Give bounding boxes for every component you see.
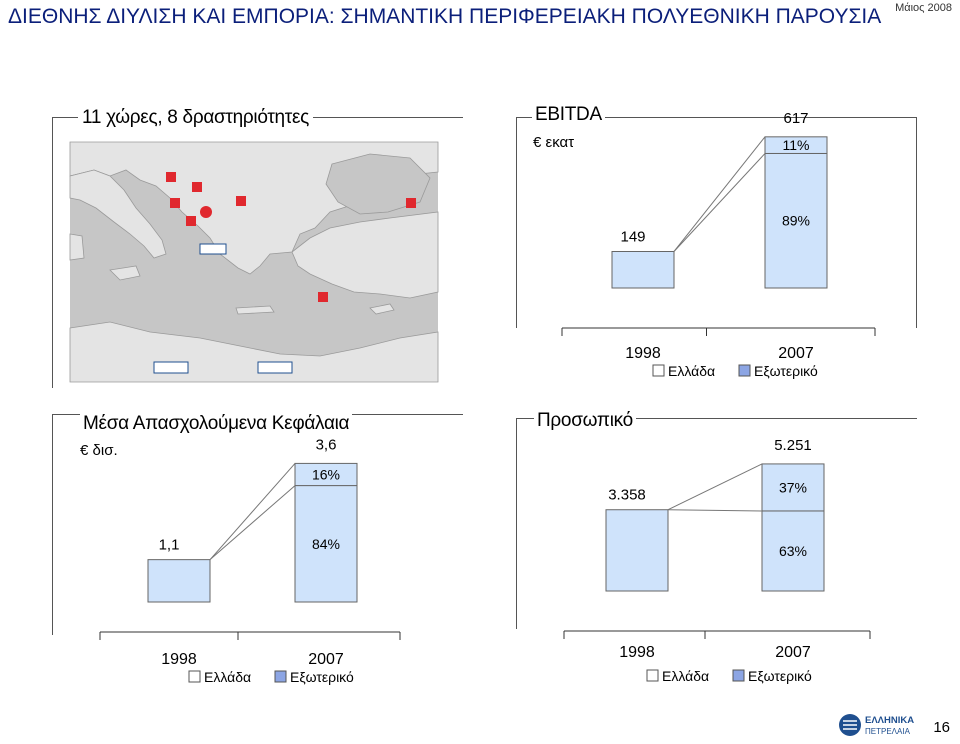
ebitda-unit: € εκατ bbox=[533, 134, 575, 151]
legend-label-greece: Ελλάδα bbox=[662, 668, 710, 684]
sardinia-land bbox=[70, 234, 84, 260]
segment-label-greece: 89% bbox=[781, 212, 811, 229]
connector-line-split bbox=[674, 153, 765, 251]
total-label-2007: 5.251 bbox=[774, 436, 812, 454]
legend-swatch-abroad bbox=[733, 670, 744, 681]
connector-line-top bbox=[210, 463, 295, 559]
marker-icon bbox=[200, 244, 226, 254]
total-label-1998: 1,1 bbox=[158, 536, 180, 554]
total-label-1998: 149 bbox=[620, 228, 646, 246]
total-label-1998: 3.358 bbox=[608, 486, 646, 504]
map-panel-title: 11 χώρες, 8 δραστηριότητες bbox=[78, 107, 313, 129]
bar-1998 bbox=[606, 510, 668, 591]
capex-title: Μέσα Απασχολούμενα Κεφάλαια bbox=[80, 413, 352, 435]
legend-swatch-abroad bbox=[275, 671, 286, 682]
segment-label-greece: 84% bbox=[311, 535, 341, 552]
total-label-2007: 617 bbox=[783, 109, 809, 127]
legend-swatch-greece bbox=[647, 670, 658, 681]
personnel-title: Προσωπικό bbox=[534, 410, 636, 432]
legend-swatch-greece bbox=[189, 671, 200, 682]
connector-line-split bbox=[668, 510, 762, 511]
category-label-2007: 2007 bbox=[778, 345, 814, 362]
logo-line1: ΕΛΛΗΝΙΚΑ bbox=[865, 715, 915, 726]
marker-icon bbox=[154, 362, 188, 373]
segment-label-abroad: 11% bbox=[782, 137, 810, 154]
marker-icon bbox=[166, 172, 176, 182]
bar-1998 bbox=[612, 251, 674, 288]
marker-icon bbox=[186, 216, 196, 226]
hellenic-petroleum-logo bbox=[838, 711, 930, 739]
category-label-2007: 2007 bbox=[775, 644, 811, 661]
total-label-2007: 3,6 bbox=[315, 436, 337, 454]
connector-line-split bbox=[210, 486, 295, 560]
marker-icon bbox=[236, 196, 246, 206]
legend-label-abroad: Εξωτερικό bbox=[754, 363, 818, 379]
ebitda-title: EBITDA bbox=[532, 104, 605, 126]
logo-line2: ΠΕΤΡΕΛΑΙΑ bbox=[865, 727, 910, 736]
legend-swatch-greece bbox=[653, 365, 664, 376]
segment-label-abroad: 37% bbox=[778, 479, 808, 496]
connector-line-top bbox=[674, 137, 765, 252]
legend-swatch-abroad bbox=[739, 365, 750, 376]
category-label-1998: 1998 bbox=[161, 651, 197, 668]
marker-icon bbox=[192, 182, 202, 192]
connector-line-top bbox=[668, 464, 762, 510]
page-title: ΔΙΕΘΝΗΣ ΔΙΥΛΙΣΗ ΚΑΙ ΕΜΠΟΡΙΑ: ΣΗΜΑΝΤΙΚΗ ΠΕΡΙΦΕΡΕΙΑΚΗ ΠΟΛΥΕΘΝΙΚΗ ΠΑΡΟΥΣΙΑ bbox=[8, 5, 882, 28]
legend-label-abroad: Εξωτερικό bbox=[748, 668, 812, 684]
marker-icon bbox=[258, 362, 292, 373]
category-label-2007: 2007 bbox=[308, 651, 344, 668]
bar-1998 bbox=[148, 560, 210, 602]
capex-unit: € δισ. bbox=[80, 442, 118, 459]
legend-label-greece: Ελλάδα bbox=[668, 363, 716, 379]
region-map bbox=[70, 142, 438, 382]
date-label: Μάιος 2008 bbox=[895, 2, 952, 14]
page-number: 16 bbox=[933, 719, 950, 736]
category-label-1998: 1998 bbox=[619, 644, 655, 661]
marker-icon bbox=[170, 198, 180, 208]
marker-icon bbox=[406, 198, 416, 208]
legend-label-abroad: Εξωτερικό bbox=[290, 669, 354, 685]
personnel-chart bbox=[540, 436, 920, 695]
category-label-1998: 1998 bbox=[625, 345, 661, 362]
legend-label-greece: Ελλάδα bbox=[204, 669, 252, 685]
segment-label-abroad: 16% bbox=[311, 466, 341, 483]
capex-chart bbox=[80, 436, 460, 695]
marker-icon bbox=[200, 206, 212, 218]
segment-label-greece: 63% bbox=[778, 542, 808, 559]
marker-icon bbox=[318, 292, 328, 302]
